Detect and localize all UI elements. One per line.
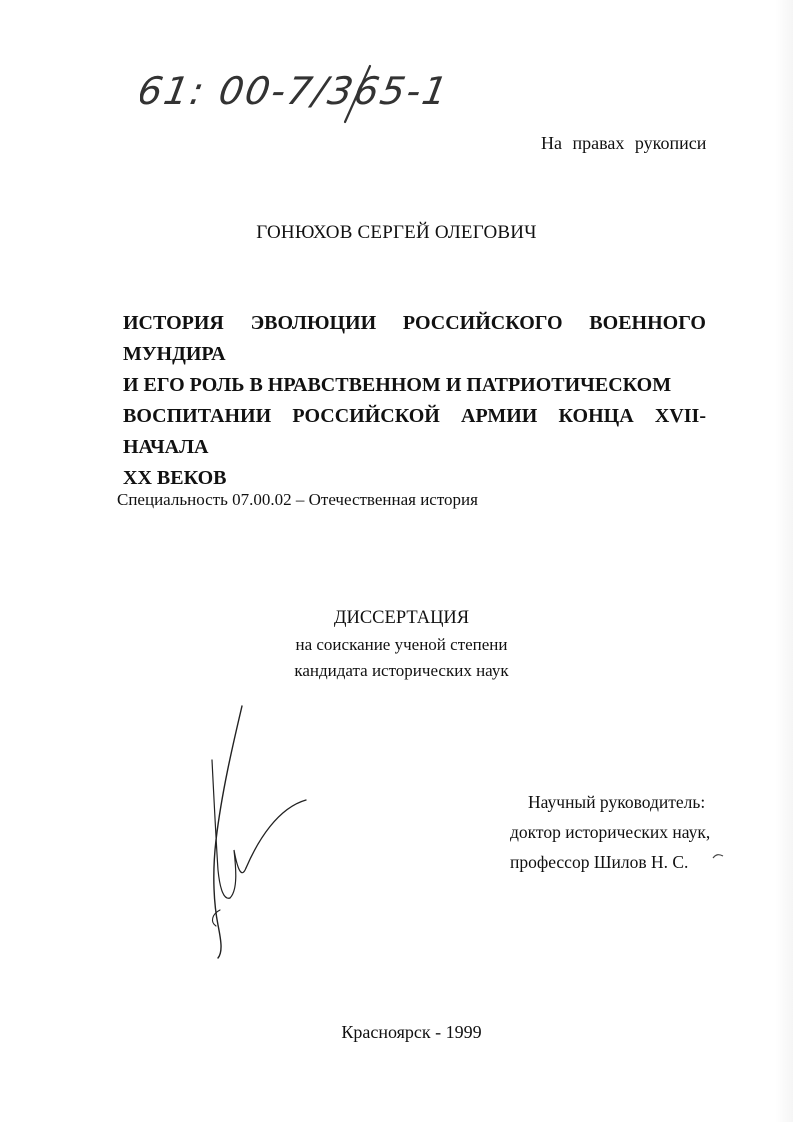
archive-number-text: 61: 00-7/365-1 <box>140 69 453 114</box>
title-line: ВОСПИТАНИИ РОССИЙСКОЙ АРМИИ КОНЦА XVII- НАЧАЛА <box>123 405 706 458</box>
dissertation-heading: ДИССЕРТАЦИЯ <box>333 608 470 628</box>
place-and-year: Красноярск - 1999 <box>341 1022 482 1042</box>
specialty-line: Специальность 07.00.02 – Отечественная история <box>117 490 478 509</box>
author-name: ГОНЮХОВ СЕРГЕЙ ОЛЕГОВИЧ <box>256 222 537 243</box>
dissertation-block <box>0 604 793 684</box>
handwritten-signature <box>190 700 320 970</box>
title-line: И ЕГО РОЛЬ В НРАВСТВЕННОМ И ПАТРИОТИЧЕСКОМ <box>123 374 672 396</box>
pen-mark <box>712 852 724 860</box>
supervisor-degree: доктор исторических наук, <box>510 822 711 842</box>
dissertation-title <box>123 308 706 494</box>
degree-name: кандидата исторических наук <box>294 661 509 680</box>
degree-purpose: на соискание ученой степени <box>295 635 508 654</box>
title-line: XX ВЕКОВ <box>123 467 227 489</box>
handwritten-archive-number <box>140 58 520 128</box>
supervisor-label: Научный руководитель: <box>528 792 706 812</box>
title-line: ИСТОРИЯ ЭВОЛЮЦИИ РОССИЙСКОГО ВОЕННОГО МУНДИРА <box>123 312 706 365</box>
scan-shadow <box>775 0 793 1122</box>
supervisor-name: профессор Шилов Н. С. <box>510 852 689 872</box>
supervisor-block <box>510 787 710 877</box>
rights-notice: На правах рукописи <box>541 133 707 153</box>
